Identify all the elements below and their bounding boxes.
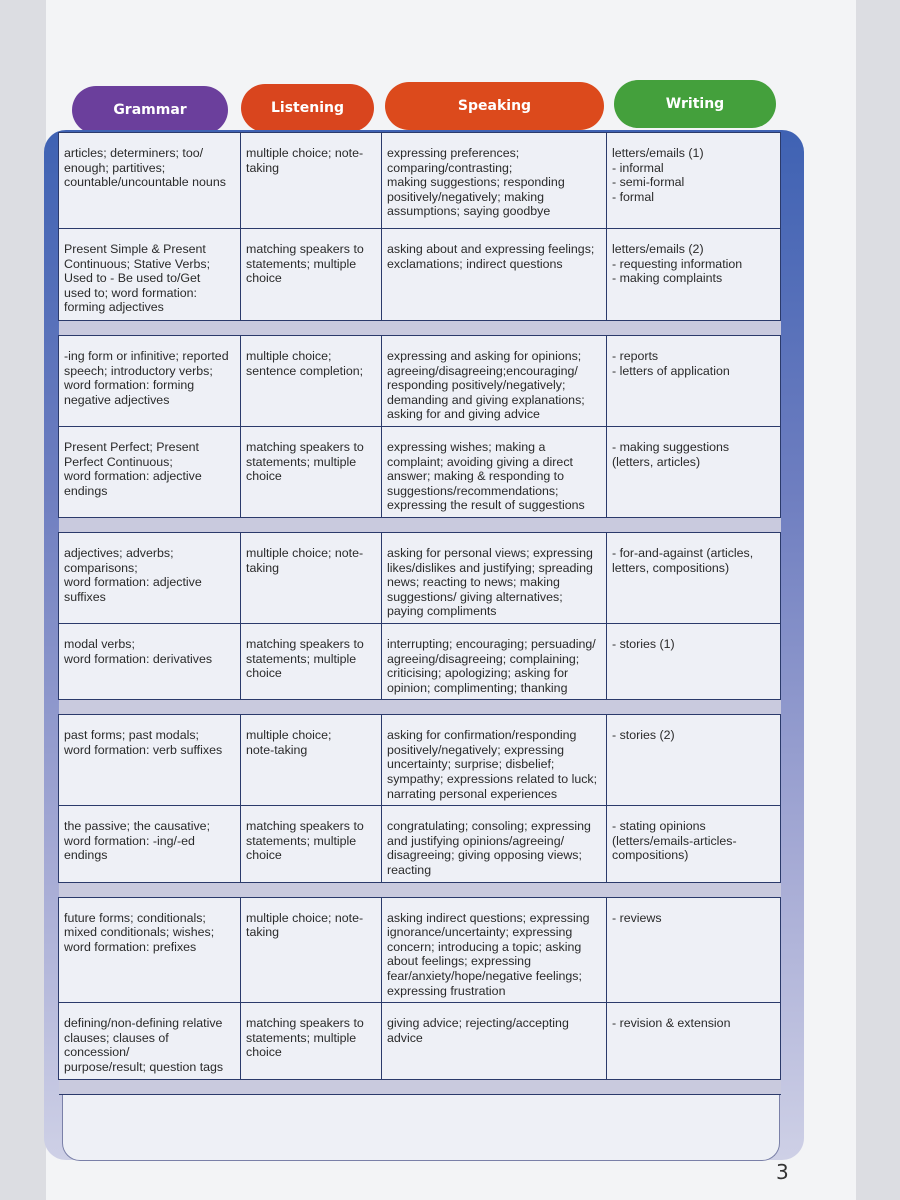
unit-separator (59, 700, 781, 715)
writing-cell: - reviews (607, 897, 781, 1003)
listening-cell: multiple choice; sentence completion; (241, 336, 382, 427)
writing-cell: - stories (1) (607, 623, 781, 699)
writing-cell: - for-and-against (articles, letters, compositions) (607, 532, 781, 623)
page-number: 3 (776, 1160, 789, 1184)
syllabus-table (58, 132, 781, 1095)
speaking-cell: asking for personal views; expressing likes/dislikes and justifying; spreading news; reacting to news; making suggestions/ giving alternatives; paying compliments (382, 532, 607, 623)
table-row (59, 426, 781, 517)
writing-cell: letters/emails (1) - informal - semi-formal - formal (607, 133, 781, 229)
speaking-cell: giving advice; rejecting/accepting advice (382, 1003, 607, 1079)
grammar-cell: defining/non-defining relative clauses; clauses of concession/ purpose/result; question tags (59, 1003, 241, 1079)
listening-cell: matching speakers to statements; multiple choice (241, 229, 382, 321)
grammar-cell: articles; determiners; too/ enough; partitives; countable/uncountable nouns (59, 133, 241, 229)
grammar-cell: past forms; past modals; word formation: verb suffixes (59, 715, 241, 806)
writing-cell: - making suggestions (letters, articles) (607, 426, 781, 517)
speaking-cell: congratulating; consoling; expressing and justifying opinions/agreeing/ disagreeing; giving opposing views; reacting (382, 806, 607, 882)
speaking-cell: expressing wishes; making a complaint; avoiding giving a direct answer; making & responding to suggestions/recommendations; expressing the result of suggestions (382, 426, 607, 517)
table-row (59, 715, 781, 806)
grammar-cell: adjectives; adverbs; comparisons; word formation: adjective suffixes (59, 532, 241, 623)
speaking-cell: expressing preferences; comparing/contrasting; making suggestions; responding positively/negatively; making assumptions; saying goodbye (382, 133, 607, 229)
grammar-cell: future forms; conditionals; mixed conditionals; wishes; word formation: prefixes (59, 897, 241, 1003)
listening-cell: multiple choice; note- taking (241, 133, 382, 229)
speaking-cell: asking about and expressing feelings; exclamations; indirect questions (382, 229, 607, 321)
speaking-cell: asking for confirmation/responding positively/negatively; expressing uncertainty; surprise; disbelief; sympathy; expressions related to luck; narrating personal experiences (382, 715, 607, 806)
unit-separator (59, 517, 781, 532)
listening-header-tab: Listening (241, 84, 374, 132)
table-row (59, 133, 781, 229)
table-row (59, 532, 781, 623)
listening-cell: multiple choice; note-taking (241, 715, 382, 806)
listening-cell: matching speakers to statements; multiple choice (241, 806, 382, 882)
grammar-cell: Present Simple & Present Continuous; Stative Verbs; Used to - Be used to/Get used to; word formation: forming adjectives (59, 229, 241, 321)
grammar-cell: -ing form or infinitive; reported speech; introductory verbs; word formation: forming negative adjectives (59, 336, 241, 427)
table-row (59, 806, 781, 882)
listening-cell: matching speakers to statements; multiple choice (241, 426, 382, 517)
speaking-cell: asking indirect questions; expressing ignorance/uncertainty; expressing concern; introducing a topic; asking about feelings; expressing fear/anxiety/hope/negative feelings; expressing frustration (382, 897, 607, 1003)
listening-cell: matching speakers to statements; multiple choice (241, 1003, 382, 1079)
listening-cell: multiple choice; note- taking (241, 532, 382, 623)
listening-cell: matching speakers to statements; multiple choice (241, 623, 382, 699)
table-row (59, 1003, 781, 1079)
listening-cell: multiple choice; note- taking (241, 897, 382, 1003)
speaking-cell: expressing and asking for opinions; agreeing/disagreeing;encouraging/ responding positively/negatively; demanding and giving explanations; asking for and giving advice (382, 336, 607, 427)
table-row (59, 336, 781, 427)
speaking-cell: interrupting; encouraging; persuading/ agreeing/disagreeing; complaining; criticising; apologizing; asking for opinion; complimenting; thanking (382, 623, 607, 699)
speaking-header-tab: Speaking (385, 82, 604, 130)
table-row (59, 897, 781, 1003)
unit-separator (59, 321, 781, 336)
grammar-cell: the passive; the causative; word formation: -ing/-ed endings (59, 806, 241, 882)
grammar-header-tab: Grammar (72, 86, 228, 134)
table-row (59, 229, 781, 321)
writing-cell: - stating opinions (letters/emails-articles- compositions) (607, 806, 781, 882)
grammar-cell: Present Perfect; Present Perfect Continuous; word formation: adjective endings (59, 426, 241, 517)
unit-separator (59, 1079, 781, 1094)
writing-cell: - stories (2) (607, 715, 781, 806)
writing-cell: letters/emails (2) - requesting information - making complaints (607, 229, 781, 321)
unit-separator (59, 882, 781, 897)
writing-cell: - reports - letters of application (607, 336, 781, 427)
writing-cell: - revision & extension (607, 1003, 781, 1079)
grammar-cell: modal verbs; word formation: derivatives (59, 623, 241, 699)
table-row (59, 623, 781, 699)
writing-header-tab: Writing (614, 80, 776, 128)
